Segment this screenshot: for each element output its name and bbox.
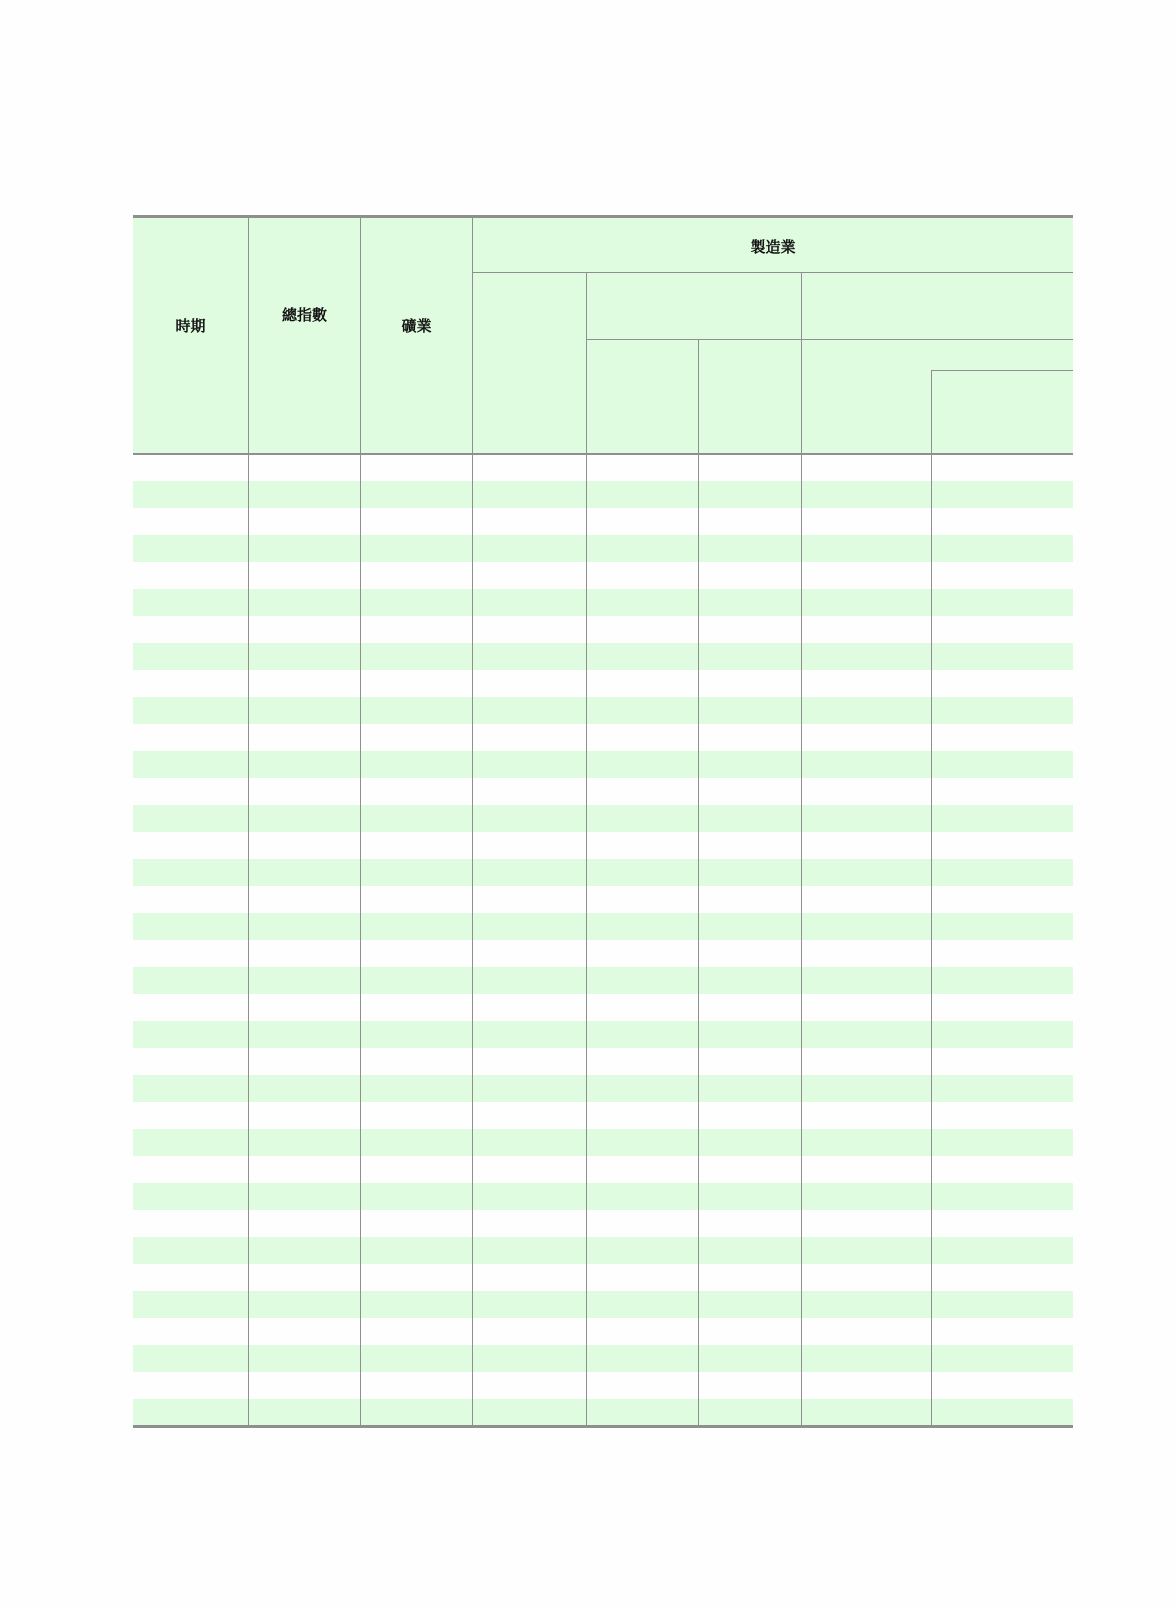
header-bottom-rule xyxy=(133,453,1073,455)
subgroup-header-rule xyxy=(587,339,1073,340)
header-total-index: 總指數 xyxy=(281,306,327,324)
table-row-stripe xyxy=(133,535,1073,562)
table-row-stripe xyxy=(133,1075,1073,1102)
table-row-stripe xyxy=(133,1021,1073,1048)
column-rule xyxy=(360,217,361,1426)
header-manufacturing: 製造業 xyxy=(750,238,796,256)
table-row-stripe xyxy=(133,589,1073,616)
table-row-stripe xyxy=(133,1345,1073,1372)
column-rule xyxy=(472,217,473,1426)
table-top-rule xyxy=(133,215,1073,218)
table-row-stripe xyxy=(133,1291,1073,1318)
table-row-stripe xyxy=(133,751,1073,778)
column-rule xyxy=(698,339,699,1426)
column-rule xyxy=(931,370,932,1426)
header-mining: 礦業 xyxy=(401,317,432,335)
table-row-stripe xyxy=(133,967,1073,994)
table-row-stripe xyxy=(133,859,1073,886)
table-row-stripe xyxy=(133,913,1073,940)
table-bottom-rule xyxy=(133,1425,1073,1428)
header-period: 時期 xyxy=(175,317,206,335)
table-row-stripe xyxy=(133,1129,1073,1156)
table-row-stripe xyxy=(133,1183,1073,1210)
table-row-stripe xyxy=(133,643,1073,670)
table-row-stripe xyxy=(133,1399,1073,1426)
column-rule xyxy=(801,272,802,1426)
table-row-stripe xyxy=(133,805,1073,832)
manufacturing-header-rule xyxy=(473,272,1073,273)
column-rule xyxy=(248,217,249,1426)
table-row-stripe xyxy=(133,697,1073,724)
table-row-stripe xyxy=(133,481,1073,508)
subsubgroup-header-rule xyxy=(932,370,1073,371)
column-rule xyxy=(586,272,587,1426)
table-row-stripe xyxy=(133,1237,1073,1264)
